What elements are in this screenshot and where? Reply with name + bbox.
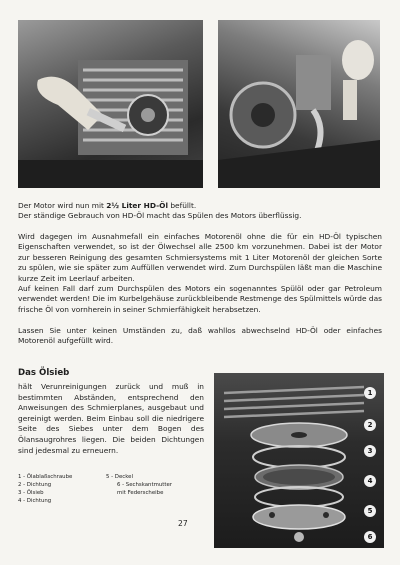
legend-item: 5 - Deckel bbox=[106, 474, 133, 480]
page-number: 27 bbox=[178, 519, 188, 528]
engine-cooling-fins-illustration bbox=[18, 20, 203, 188]
oil-amount-bold: 2½ Liter HD-Öl bbox=[106, 201, 168, 210]
parts-legend bbox=[18, 473, 198, 505]
callout-6: 6 bbox=[364, 531, 376, 543]
legend-item bbox=[106, 497, 198, 505]
paragraph-hd-oil: Der ständige Gebrauch von HD-Öl macht das Spülen des Motors überflüssig. bbox=[18, 211, 302, 220]
legend-item: 2 - Dichtung bbox=[18, 482, 52, 488]
section-heading: Das Ölsieb bbox=[18, 368, 70, 378]
oil-strainer-photo bbox=[214, 373, 384, 548]
callout-1: 1 bbox=[364, 387, 376, 399]
legend-item: 1 - Ölablaßschraube bbox=[18, 474, 73, 480]
legend-item: mit Federscheibe bbox=[117, 490, 164, 496]
callout-3: 3 bbox=[364, 445, 376, 457]
engine-photo-right bbox=[218, 20, 380, 188]
oil-strainer-illustration bbox=[214, 373, 384, 548]
paragraph-oil-change: Wird dagegen im Ausnahmefall ein einfaches Motorenöl ohne die für ein HD-Öl typischen Eigenschaften verwendet, so ist der Ölwechsel alle 2500 km vorzunehmen. Dabei ist der Motor zur besseren Reinigung des gesamten Schmiersystems mit 1 Liter Motorenöl der gleichen Sorte zu spülen, wie sie später zum Auffüllen verwendet wird. Zum Durchspülen läßt man die Maschine kurze Zeit im Leerlauf arbeiten. bbox=[18, 232, 382, 283]
paragraph-fill-oil-end: befüllt. bbox=[168, 201, 197, 210]
callout-4: 4 bbox=[364, 475, 376, 487]
paragraph-fill-oil bbox=[18, 201, 382, 211]
legend-item: 6 - Sechskantmutter bbox=[117, 482, 173, 488]
engine-photo-left bbox=[18, 20, 203, 188]
paragraph-no-flushing-oil: Auf keinen Fall darf zum Durchspülen des Motors ein sogenanntes Spülöl oder gar Petroleum verwendet werden! Die im Kurbelgehäuse zurückbleibende Restmenge des Spülmittels würde das frische Öl von vornherein in seiner Schmierfähigkeit herabsetzen. bbox=[18, 284, 382, 314]
callout-2: 2 bbox=[364, 419, 376, 431]
engine-filler-illustration bbox=[218, 20, 380, 188]
legend-item: 3 - Ölsieb bbox=[18, 490, 44, 496]
legend-item: 4 - Dichtung bbox=[18, 498, 52, 504]
strainer-paragraph: hält Verunreinigungen zurück und muß in bestimmten Abständen, entsprechend den Anweisungen des Schmierplanes, ausgebaut und gereinigt werden. Beim Einbau soll die niedrigere Seite des Siebes unter dem Bogen des Ölansaugrohres liegen. Die beiden Dichtungen sind jedesmal zu erneuern. bbox=[18, 382, 204, 455]
callout-5: 5 bbox=[364, 505, 376, 517]
paragraph-fill-oil-text: Der Motor wird nun mit bbox=[18, 201, 107, 210]
paragraph-no-mixing: Lassen Sie unter keinen Umständen zu, daß wahllos abwechselnd HD-Öl oder einfaches Motorenöl aufgefüllt wird. bbox=[18, 326, 382, 346]
